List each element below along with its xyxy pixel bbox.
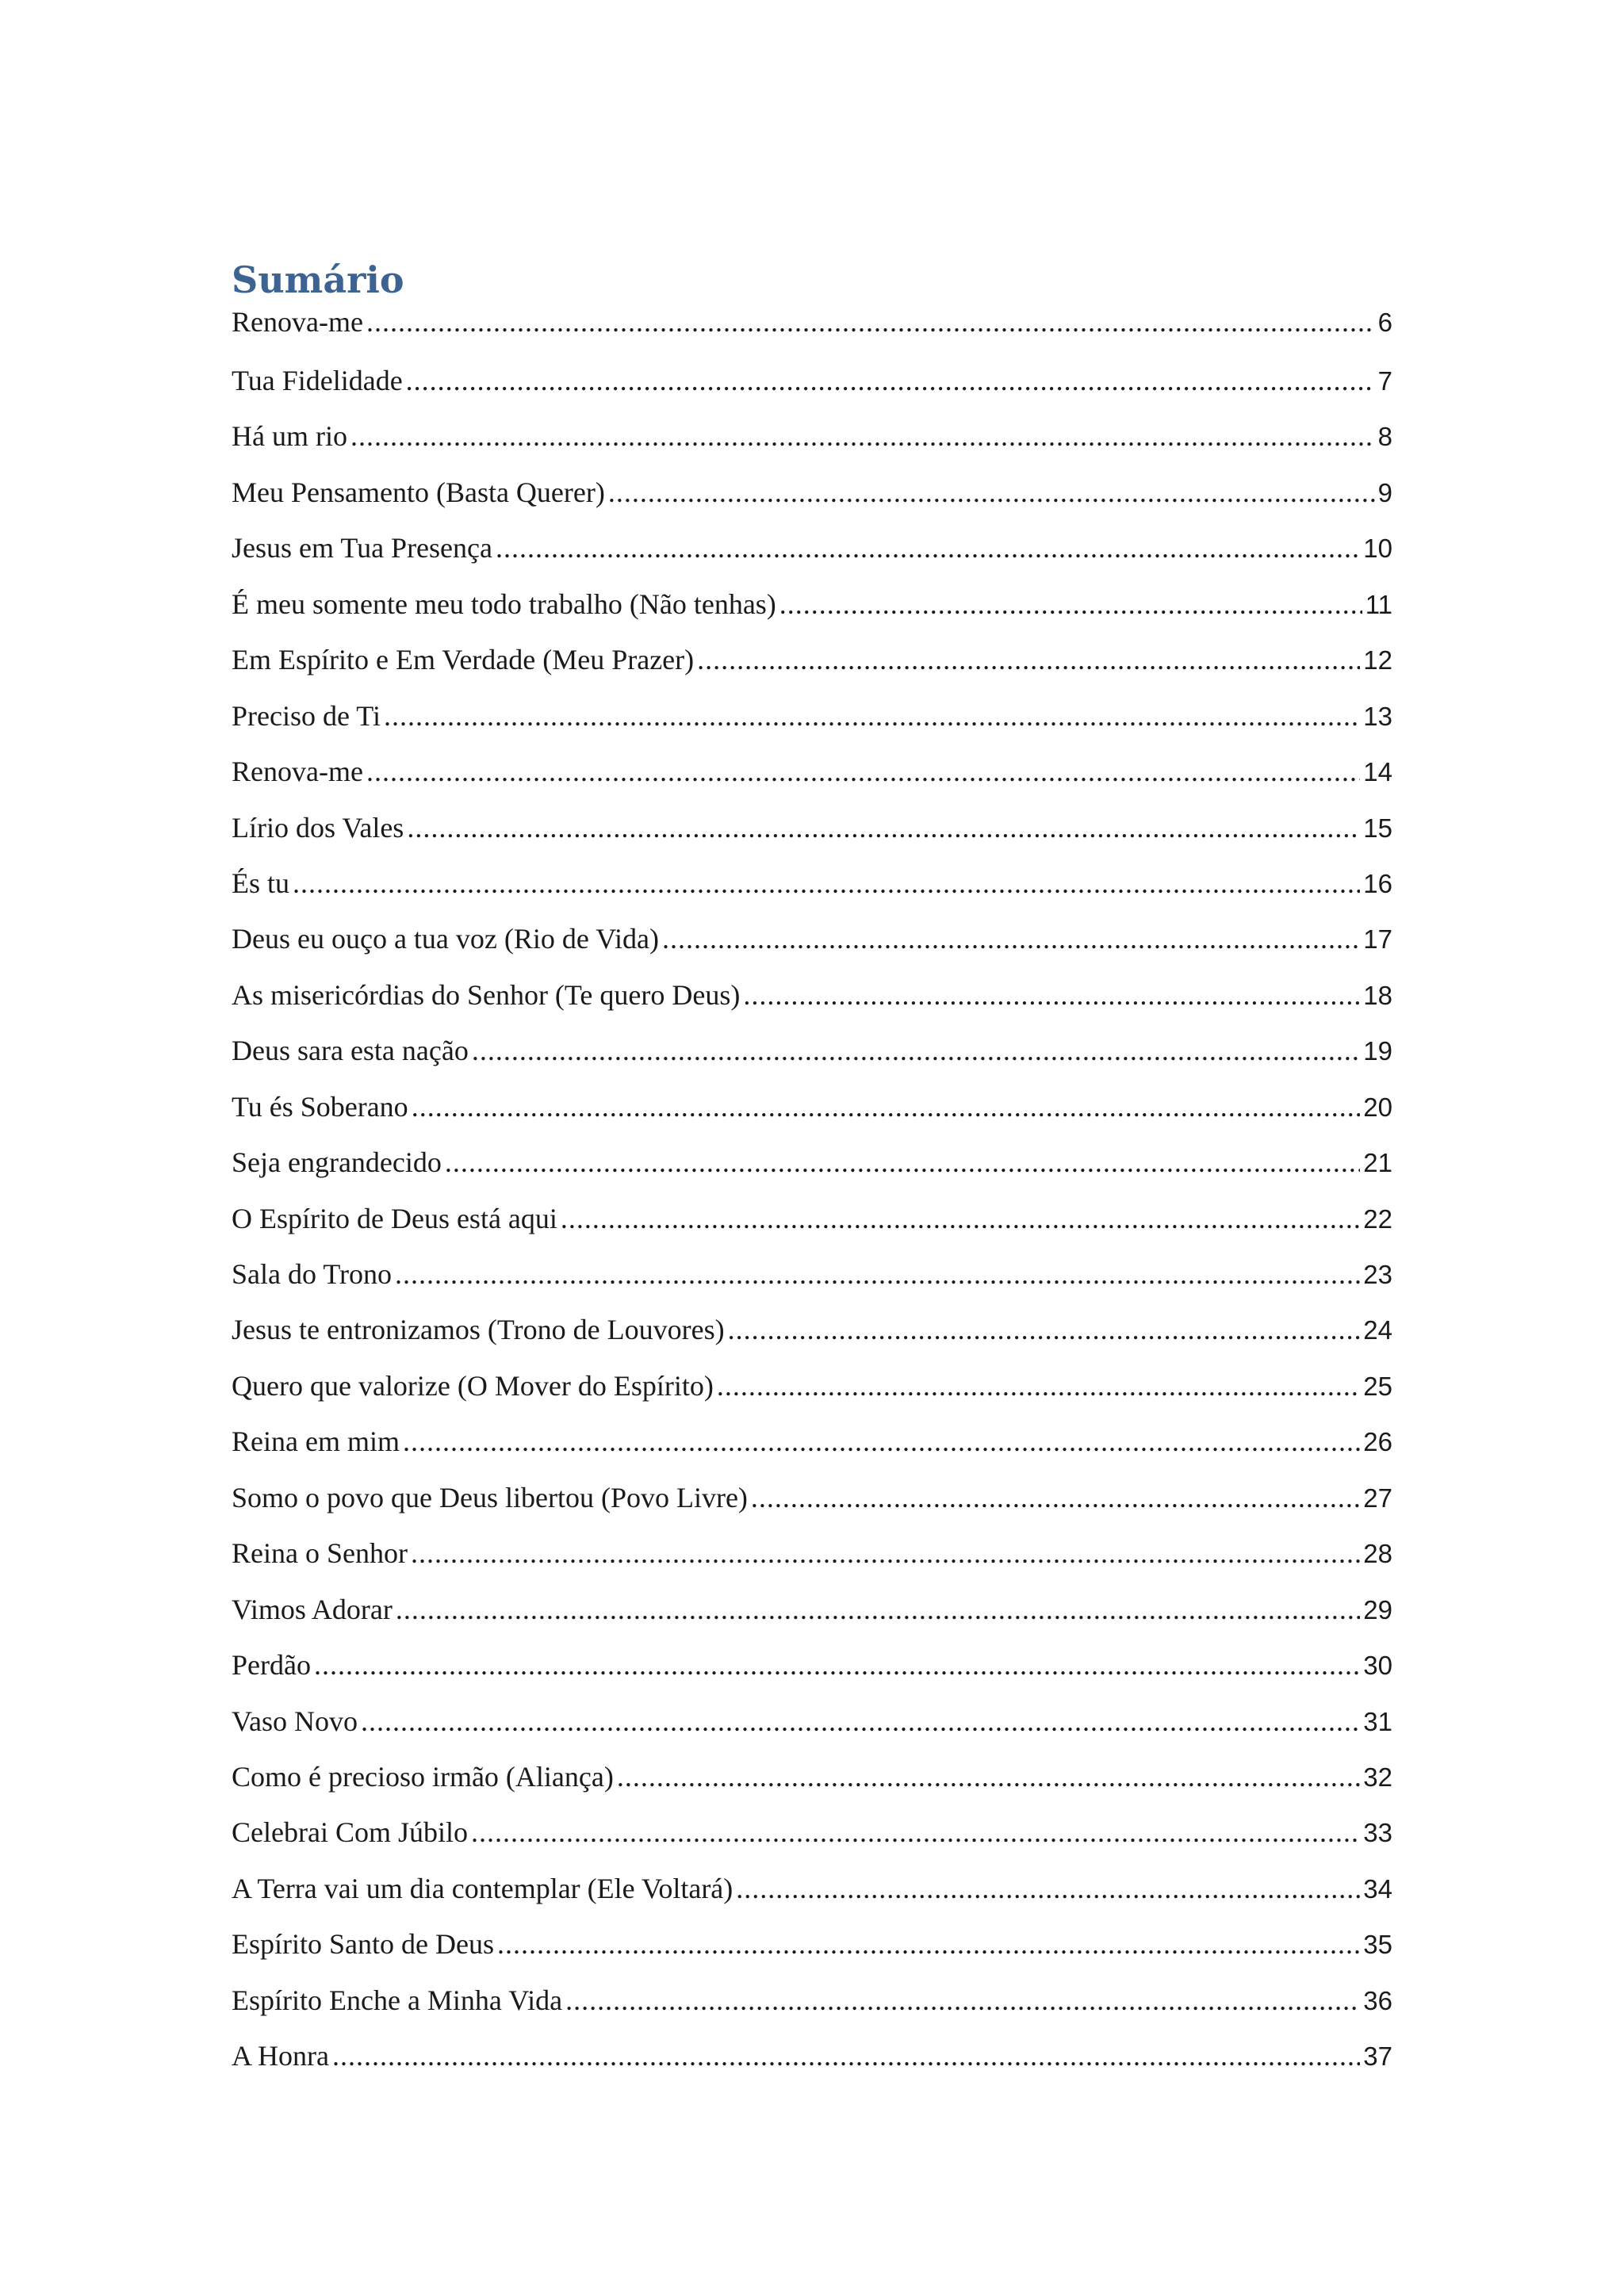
toc-entry-page-number: 25 (1363, 1371, 1392, 1401)
dot-leader (396, 1589, 1360, 1630)
toc-entry-title: Vaso Novo (232, 1705, 358, 1737)
toc-entry-title: Como é precioso irmão (Aliança) (232, 1760, 614, 1793)
toc-list (232, 304, 1392, 2091)
toc-entry-page-number: 29 (1363, 1594, 1392, 1624)
dot-leader (617, 1756, 1360, 1797)
toc-entry[interactable] (232, 1253, 1392, 1309)
toc-entry[interactable] (232, 1756, 1392, 1812)
toc-entry-title: Quero que valorize (O Mover do Espírito) (232, 1369, 714, 1402)
toc-entry-page-number: 7 (1377, 366, 1392, 396)
toc-entry-page-number: 14 (1363, 757, 1392, 787)
dot-leader (445, 1142, 1360, 1183)
toc-entry-page-number: 27 (1363, 1483, 1392, 1513)
toc-entry[interactable] (232, 1644, 1392, 1700)
toc-entry[interactable] (232, 807, 1392, 863)
toc-entry-title: Perdão (232, 1649, 311, 1682)
dot-leader (497, 1923, 1360, 1965)
toc-entry-page-number: 21 (1363, 1148, 1392, 1178)
toc-entry[interactable] (232, 304, 1392, 339)
toc-entry-title: Renova-me (232, 756, 363, 788)
toc-entry-page-number: 13 (1363, 701, 1392, 731)
dot-leader (411, 1533, 1360, 1574)
toc-entry[interactable] (232, 974, 1392, 1030)
toc-entry-title: A Terra vai um dia contemplar (Ele Voltará) (232, 1872, 733, 1904)
toc-entry[interactable] (232, 863, 1392, 918)
dot-leader (472, 1030, 1360, 1071)
toc-entry-title: Deus eu ouço a tua voz (Rio de Vida) (232, 923, 660, 955)
dot-leader (743, 974, 1360, 1016)
dot-leader (608, 472, 1375, 513)
dot-leader (471, 1812, 1360, 1853)
toc-entry[interactable] (232, 1980, 1392, 2035)
toc-entry-page-number: 33 (1363, 1818, 1392, 1848)
toc-entry-title: Preciso de Ti (232, 699, 381, 732)
toc-entry-page-number: 24 (1363, 1315, 1392, 1345)
toc-entry-page-number: 34 (1363, 1873, 1392, 1904)
toc-entry-title: Jesus em Tua Presença (232, 532, 492, 564)
dot-leader (384, 695, 1360, 737)
dot-leader (366, 751, 1360, 792)
toc-entry[interactable] (232, 1868, 1392, 1923)
dot-leader (779, 584, 1362, 625)
toc-entry[interactable] (232, 415, 1392, 471)
toc-entry-page-number: 36 (1363, 1985, 1392, 2015)
toc-entry-title: Seja engrandecido (232, 1146, 442, 1179)
toc-entry-page-number: 31 (1363, 1706, 1392, 1736)
toc-entry-title: Tua Fidelidade (232, 365, 403, 396)
toc-entry-title: As misericórdias do Senhor (Te quero Deus) (232, 978, 741, 1011)
toc-entry-title: Jesus te entronizamos (Trono de Louvores) (232, 1314, 725, 1346)
toc-entry-page-number: 11 (1365, 589, 1392, 619)
toc-entry-page-number: 35 (1363, 1930, 1392, 1960)
toc-entry[interactable] (232, 527, 1392, 583)
toc-entry-title: A Honra (232, 2040, 329, 2072)
toc-entry-page-number: 17 (1363, 924, 1392, 955)
dot-leader (736, 1868, 1360, 1909)
toc-entry[interactable] (232, 751, 1392, 806)
dot-leader (403, 1421, 1360, 1462)
dot-leader (697, 639, 1360, 680)
toc-entry[interactable] (232, 639, 1392, 695)
dot-leader (293, 863, 1360, 904)
toc-entry-page-number: 20 (1363, 1092, 1392, 1122)
toc-entry[interactable] (232, 584, 1392, 639)
toc-entry-page-number: 22 (1363, 1203, 1392, 1234)
toc-entry[interactable] (232, 695, 1392, 751)
dot-leader (717, 1365, 1360, 1406)
toc-entry-title: Tu és Soberano (232, 1090, 408, 1123)
toc-entry-title: Espírito Santo de Deus (232, 1928, 494, 1961)
toc-entry-title: Vimos Adorar (232, 1593, 393, 1625)
toc-entry[interactable] (232, 1701, 1392, 1756)
toc-entry-title: Lírio dos Vales (232, 811, 404, 844)
toc-entry[interactable] (232, 1477, 1392, 1533)
toc-entry-title: Celebrai Com Júbilo (232, 1816, 468, 1849)
toc-entry[interactable] (232, 1923, 1392, 1979)
toc-entry-page-number: 15 (1363, 813, 1392, 843)
toc-entry-page-number: 8 (1377, 422, 1392, 452)
toc-heading: Sumário (232, 258, 404, 301)
toc-entry-page-number: 28 (1363, 1539, 1392, 1569)
toc-entry-page-number: 16 (1363, 868, 1392, 898)
dot-leader (412, 1086, 1361, 1127)
dot-leader (350, 415, 1375, 457)
toc-entry-title: Em Espírito e Em Verdade (Meu Prazer) (232, 644, 695, 676)
toc-entry-page-number: 32 (1363, 1762, 1392, 1792)
dot-leader (728, 1309, 1361, 1350)
dot-leader (662, 918, 1360, 959)
toc-entry[interactable] (232, 1533, 1392, 1588)
toc-entry[interactable] (232, 1142, 1392, 1197)
toc-entry-title: Deus sara esta nação (232, 1035, 469, 1067)
toc-entry-title: Há um rio (232, 420, 347, 453)
toc-entry[interactable] (232, 1812, 1392, 1867)
toc-entry-page-number: 23 (1363, 1260, 1392, 1289)
toc-entry-title: Reina o Senhor (232, 1537, 408, 1570)
dot-leader (366, 304, 1375, 339)
dot-leader (361, 1701, 1360, 1742)
toc-entry-title: O Espírito de Deus está aqui (232, 1202, 557, 1234)
toc-entry-page-number: 6 (1377, 308, 1392, 337)
toc-entry-title: Meu Pensamento (Basta Querer) (232, 476, 605, 508)
toc-entry[interactable] (232, 1365, 1392, 1421)
toc-entry[interactable] (232, 1309, 1392, 1364)
toc-entry[interactable] (232, 472, 1392, 527)
toc-entry-title: Renova-me (232, 306, 363, 338)
table-of-contents (232, 255, 1392, 2091)
toc-entry[interactable] (232, 1198, 1392, 1253)
toc-entry[interactable] (232, 1589, 1392, 1644)
toc-entry-title: Sala do Trono (232, 1258, 393, 1290)
dot-leader (332, 2035, 1360, 2076)
toc-entry[interactable] (232, 1421, 1392, 1476)
dot-leader (565, 1980, 1360, 2021)
toc-entry-title: É meu somente meu todo trabalho (Não tenhas) (232, 587, 776, 620)
dot-leader (395, 1253, 1360, 1295)
dot-leader (407, 807, 1360, 848)
toc-entry-page-number: 9 (1377, 477, 1392, 507)
toc-entry-page-number: 19 (1363, 1036, 1392, 1066)
toc-entry-page-number: 18 (1363, 980, 1392, 1010)
dot-leader (406, 360, 1375, 401)
toc-entry[interactable] (232, 1030, 1392, 1085)
toc-entry[interactable] (232, 2035, 1392, 2091)
toc-entry[interactable] (232, 1086, 1392, 1142)
toc-entry-page-number: 26 (1363, 1427, 1392, 1457)
dot-leader (561, 1198, 1360, 1239)
toc-entry-title: Reina em mim (232, 1425, 400, 1458)
toc-entry-title: És tu (232, 867, 290, 899)
toc-entry-title: Espírito Enche a Minha Vida (232, 1984, 563, 2016)
dot-leader (751, 1477, 1360, 1518)
dot-leader (314, 1644, 1360, 1686)
toc-entry-page-number: 30 (1363, 1651, 1392, 1681)
toc-entry[interactable] (232, 360, 1392, 415)
toc-entry-title: Somo o povo que Deus libertou (Povo Livre) (232, 1481, 748, 1513)
toc-entry-page-number: 37 (1363, 2042, 1392, 2072)
toc-entry-page-number: 10 (1363, 534, 1392, 564)
dot-leader (496, 527, 1360, 568)
toc-entry[interactable] (232, 918, 1392, 974)
toc-entry-page-number: 12 (1363, 645, 1392, 675)
